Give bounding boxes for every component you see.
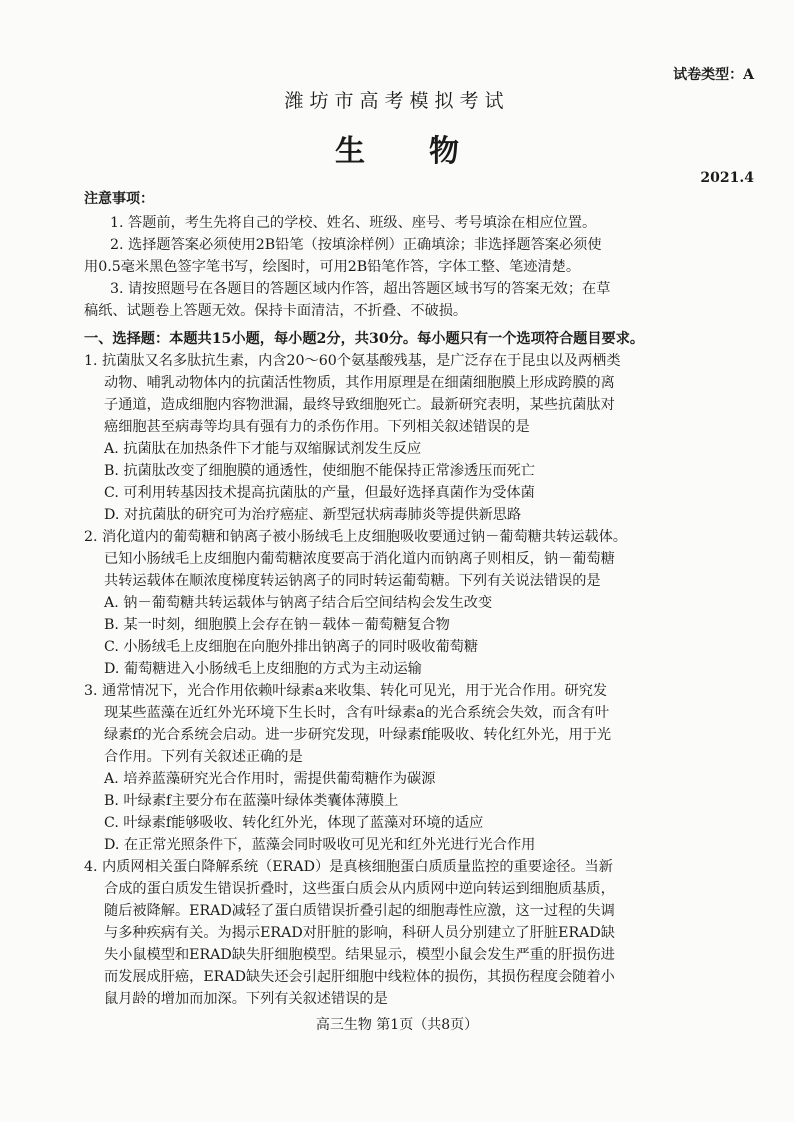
question-2-stem: 共转运载体在顺浓度梯度转运钠离子的同时转运葡萄糖。下列有关说法错误的是: [104, 573, 601, 589]
question-1-stem: 动物、哺乳动物体内的抗菌活性物质，其作用原理是在细菌细胞膜上形成跨膜的离: [104, 375, 615, 391]
paper-type: 试卷类型：A: [673, 67, 754, 83]
question-3-stem: 绿素f的光合系统会启动。进一步研究发现，叶绿素f能吸收、转化红外光，用于光: [104, 727, 612, 743]
question-4-stem: 与多种疾病有关。为揭示ERAD对肝脏的影响，科研人员分别建立了肝脏ERAD缺: [104, 925, 615, 941]
question-1-option-c: C. 可利用转基因技术提高抗菌肽的产量，但最好选择真菌作为受体菌: [104, 485, 535, 501]
notice-line: 3. 请按照题号在各题目的答题区域内作答，超出答题区域书写的答案无效；在草: [110, 281, 611, 297]
notice-line: 稿纸、试题卷上答题无效。保持卡面清洁，不折叠、不破损。: [84, 303, 468, 319]
question-1-stem: 子通道，造成细胞内容物泄漏，最终导致细胞死亡。最新研究表明，某些抗菌肽对: [104, 397, 615, 413]
question-2-stem: 2. 消化道内的葡萄糖和钠离子被小肠绒毛上皮细胞吸收要通过钠－葡萄糖共转运载体。: [84, 529, 627, 545]
question-3-option-d: D. 在正常光照条件下，蓝藻会同时吸收可见光和红外光进行光合作用: [104, 837, 536, 853]
notice-label: 注意事项：: [84, 191, 154, 207]
question-1-stem: 1. 抗菌肽又名多肽抗生素，内含20～60个氨基酸残基，是广泛存在于昆虫以及两栖类: [84, 353, 621, 369]
exam-title: 潍坊市高考模拟考试: [284, 90, 510, 112]
question-1-option-b: B. 抗菌肽改变了细胞膜的通透性，使细胞不能保持正常渗透压而死亡: [104, 463, 535, 479]
question-3-option-a: A. 培养蓝藻研究光合作用时，需提供葡萄糖作为碳源: [104, 771, 436, 787]
question-4-stem: 失小鼠模型和ERAD缺失肝细胞模型。结果显示，模型小鼠会发生严重的肝损伤进: [104, 947, 615, 963]
question-1-option-d: D. 对抗菌肽的研究可为治疗癌症、新型冠状病毒肺炎等提供新思路: [104, 507, 522, 523]
question-4-stem: 鼠月龄的增加而加深。下列有关叙述错误的是: [104, 991, 388, 1007]
question-2-stem: 已知小肠绒毛上皮细胞内葡萄糖浓度要高于消化道内而钠离子则相反，钠－葡萄糖: [104, 551, 615, 567]
question-4-stem: 而发展成肝癌，ERAD缺失还会引起肝细胞中线粒体的损伤，其损伤程度会随着小: [104, 969, 615, 985]
page-footer: 高三生物 第1页（共8页）: [315, 1017, 479, 1033]
question-3-stem: 3. 通常情况下，光合作用依赖叶绿素a来收集、转化可见光，用于光合作用。研究发: [84, 683, 608, 699]
question-4-stem: 4. 内质网相关蛋白降解系统（ERAD）是真核细胞蛋白质质量监控的重要途径。当新: [84, 859, 613, 875]
question-1-option-a: A. 抗菌肽在加热条件下才能与双缩脲试剂发生反应: [104, 441, 422, 457]
question-2-option-d: D. 葡萄糖进入小肠绒毛上皮细胞的方式为主动运输: [104, 661, 422, 677]
section-heading: 一、选择题：本题共15小题，每小题2分，共30分。每小题只有一个选项符合题目要求。: [84, 331, 645, 347]
question-2-option-c: C. 小肠绒毛上皮细胞在向胞外排出钠离子的同时吸收葡萄糖: [104, 639, 479, 655]
question-3-option-c: C. 叶绿素f能够吸收、转化红外光，体现了蓝藻对环境的适应: [104, 815, 484, 831]
subject-title: 生物: [335, 134, 523, 169]
question-4-stem: 随后被降解。ERAD减轻了蛋白质错误折叠引起的细胞毒性应激，这一过程的失调: [104, 903, 615, 919]
question-2-option-b: B. 某一时刻，细胞膜上会存在钠－载体－葡萄糖复合物: [104, 617, 450, 633]
question-1-stem: 癌细胞甚至病毒等均具有强有力的杀伤作用。下列相关叙述错误的是: [104, 419, 530, 435]
exam-date: 2021.4: [700, 170, 754, 186]
notice-line: 用0.5毫米黑色签字笔书写，绘图时，可用2B铅笔作答，字体工整、笔迹清楚。: [84, 259, 581, 275]
question-2-option-a: A. 钠－葡萄糖共转运载体与钠离子结合后空间结构会发生改变: [104, 595, 493, 611]
notice-line: 1. 答题前，考生先将自己的学校、姓名、班级、座号、考号填涂在相应位置。: [110, 215, 597, 231]
question-3-stem: 现某些蓝藻在近红外光环境下生长时，含有叶绿素a的光合系统会失效，而含有叶: [104, 705, 610, 721]
question-3-stem: 合作用。下列有关叙述正确的是: [104, 749, 303, 765]
notice-line: 2. 选择题答案必须使用2B铅笔（按填涂样例）正确填涂；非选择题答案必须使: [110, 237, 602, 253]
question-3-option-b: B. 叶绿素f主要分布在蓝藻叶绿体类囊体薄膜上: [104, 793, 399, 809]
question-4-stem: 合成的蛋白质发生错误折叠时，这些蛋白质会从内质网中逆向转运到细胞质基质，: [104, 881, 615, 897]
